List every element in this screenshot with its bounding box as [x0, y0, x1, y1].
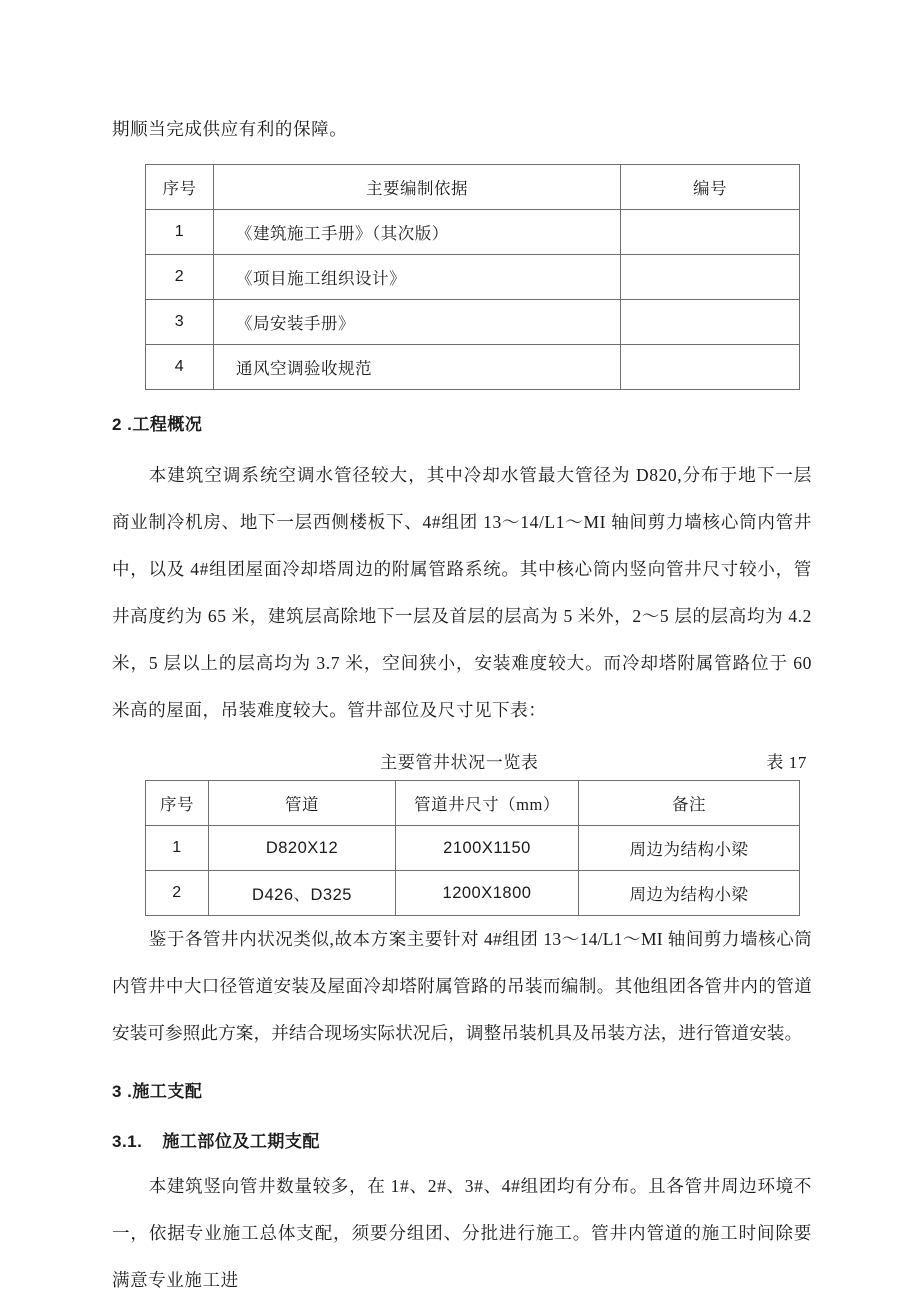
section-3-1-paragraph: 本建筑竖向管井数量较多，在 1#、2#、3#、4#组团均有分布。且各管井周边环境不一，依据专业施工总体支配，须要分组团、分批进行施工。管井内管道的施工时间除要满意专业施工进	[112, 1176, 812, 1290]
shaft-table-caption-number: 表 17	[766, 753, 807, 772]
cell-basis: 通风空调验收规范	[214, 345, 621, 390]
shaft-table	[145, 780, 800, 916]
shaft-table-caption-title: 主要管井状况一览表	[380, 753, 539, 772]
cell-no: 4	[146, 345, 214, 390]
table-header-row	[146, 165, 800, 210]
cell-code	[621, 210, 800, 255]
table-row	[146, 255, 800, 300]
cell-size: 1200X1800	[396, 871, 579, 916]
cell-no: 1	[146, 210, 214, 255]
cell-remark: 周边为结构小梁	[579, 871, 800, 916]
cell-pipe: D820X12	[209, 826, 396, 871]
column-header-no: 序号	[146, 781, 209, 826]
cell-code	[621, 300, 800, 345]
table-header-row	[146, 781, 800, 826]
column-header-size: 管道井尺寸（mm）	[396, 781, 579, 826]
document-body	[112, 112, 812, 1304]
section-heading-3: 3 .施工支配	[112, 1082, 203, 1101]
table-row	[146, 300, 800, 345]
section-heading-2: 2 .工程概况	[112, 415, 203, 434]
spacer	[112, 734, 812, 748]
cell-remark: 周边为结构小梁	[579, 826, 800, 871]
lead-paragraph: 期顺当完成供应有利的保障。	[112, 119, 348, 139]
section-2-paragraph: 本建筑空调系统空调水管径较大，其中冷却水管最大管径为 D820,分布于地下一层商业制冷机房、地下一层西侧楼板下、4#组团 13～14/L1～MI 轴间剪力墙核心筒内管井中，以及 4#组团屋面冷却塔周边的附属管路系统。其中核心筒内竖向管井尺寸较小，管井高度约为 65 米，建筑层高除地下一层及首层的层高为 5 米外，2～5 层的层高均为 4.2 米，5 层以上的层高均为 3.7 米，空间狭小，安装难度较大。而冷却塔附属管路位于 60 米高的屋面，吊装难度较大。管井部位及尺寸见下表：	[112, 465, 812, 720]
shaft-table-wrapper	[145, 780, 812, 916]
cell-no: 2	[146, 255, 214, 300]
cell-basis: 《项目施工组织设计》	[214, 255, 621, 300]
basis-table	[145, 164, 800, 390]
basis-table-wrapper	[145, 164, 812, 390]
column-header-basis: 主要编制依据	[214, 165, 621, 210]
paragraph-after-shaft-table: 鉴于各管井内状况类似,故本方案主要针对 4#组团 13～14/L1～MI 轴间剪力墙核心筒内管井中大口径管道安装及屋面冷却塔附属管路的吊装而编制。其他组团各管井内的管道安装可参照此方案，并结合现场实际状况后，调整吊装机具及吊装方法，进行管道安装。	[112, 929, 812, 1043]
section-heading-3-1	[112, 1129, 812, 1155]
column-header-pipe: 管道	[209, 781, 396, 826]
cell-no: 3	[146, 300, 214, 345]
section-3-1-number: 3.1.	[112, 1132, 143, 1151]
cell-basis: 《建筑施工手册》（其次版）	[214, 210, 621, 255]
table-row	[146, 210, 800, 255]
cell-code	[621, 255, 800, 300]
table-row	[146, 871, 800, 916]
cell-pipe: D426、D325	[209, 871, 396, 916]
cell-code	[621, 345, 800, 390]
cell-no: 1	[146, 826, 209, 871]
cell-no: 2	[146, 871, 209, 916]
table-row	[146, 826, 800, 871]
column-header-code: 编号	[621, 165, 800, 210]
section-3-1-title: 施工部位及工期支配	[162, 1132, 320, 1151]
cell-size: 2100X1150	[396, 826, 579, 871]
cell-basis: 《局安装手册》	[214, 300, 621, 345]
shaft-table-caption	[145, 748, 807, 774]
column-header-remark: 备注	[579, 781, 800, 826]
table-row	[146, 345, 800, 390]
column-header-no: 序号	[146, 165, 214, 210]
